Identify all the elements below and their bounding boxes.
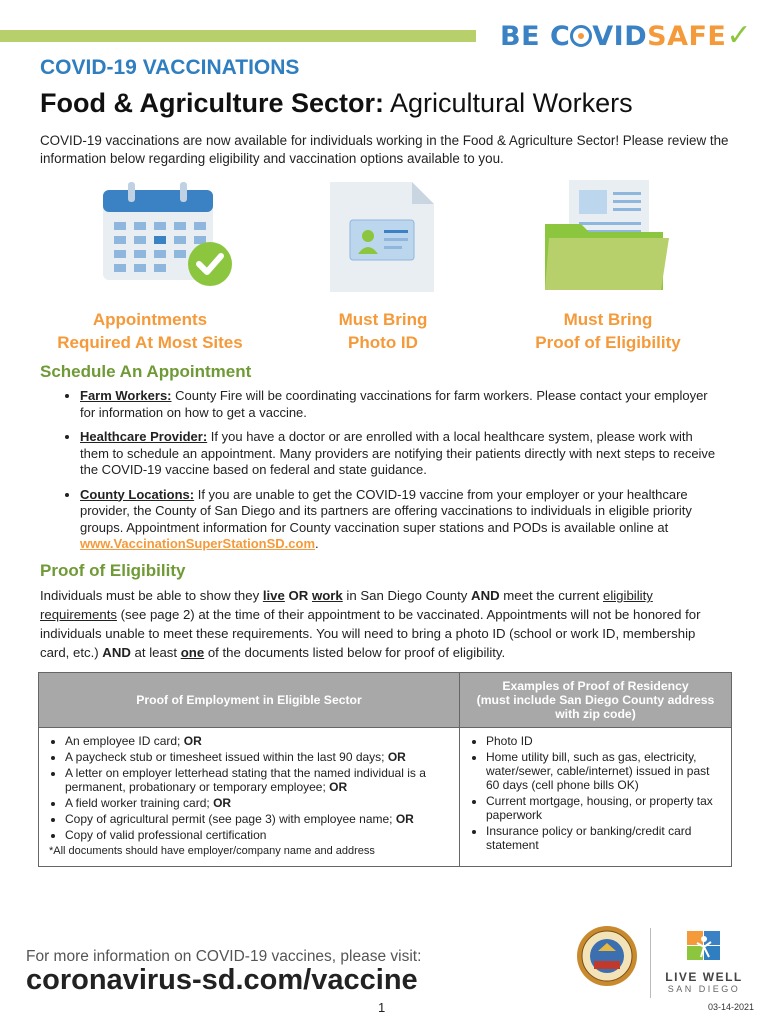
list-item: • Photo ID xyxy=(486,734,725,748)
revision-date: 03-14-2021 xyxy=(707,1002,754,1012)
icon-caption-proof: Must Bring Proof of Eligibility xyxy=(535,310,681,352)
more-info-text: For more information on COVID-19 vaccines, please visit: xyxy=(26,948,422,965)
calendar-check-icon xyxy=(100,180,235,288)
list-item: • A paycheck stub or timesheet issued within the last 90 days; OR xyxy=(65,750,453,764)
list-item: • An employee ID card; OR xyxy=(65,734,453,748)
documents-note: *All documents should have employer/company name and address xyxy=(49,845,375,857)
list-item: • Home utility bill, such as gas, electricity, water/sewer, cable/internet) issued in past 60 days (cell phone bills OK) xyxy=(486,750,725,792)
page-number: 1 xyxy=(378,1000,386,1015)
list-item: • A field worker training card; OR xyxy=(65,796,453,810)
county-seal-icon xyxy=(576,925,638,987)
top-accent-bar xyxy=(0,30,476,42)
intro-text: COVID-19 vaccinations are now available for individuals working in the Food & Agriculture Sector! Please review the information below regarding eligibility and vaccination options available to you. xyxy=(40,133,729,166)
icon-caption-appointments: Appointments Required At Most Sites xyxy=(57,310,243,352)
list-item: • Current mortgage, housing, or property tax paperwork xyxy=(486,794,725,822)
live-well-logo: LIVE WELL SAN DIEGO xyxy=(664,931,744,994)
schedule-heading: Schedule An Appointment xyxy=(40,362,252,381)
residency-cell xyxy=(460,728,732,867)
page-title: Food & Agriculture Sector: Agricultural Workers xyxy=(40,88,633,118)
list-item: • County Locations: If you are unable to get the COVID-19 vaccine from your employer or your healthcare provider, the County of San Diego and its partners are offering vaccinations to individuals in eligible priority groups. Appointment information for County vaccination super stations and PODs is available online at www.VaccinationSuperStationSD.com. xyxy=(80,487,720,553)
virus-o-icon xyxy=(570,25,592,47)
list-item: • Healthcare Provider: If you have a doctor or are enrolled with a local healthcare system, please work with them to schedule an appointment. Many providers are notifying their patients directly with next steps to receive the COVID-19 vaccine based on federal and state guidance. xyxy=(80,429,720,479)
vaccination-superstation-link[interactable]: www.VaccinationSuperStationSD.com xyxy=(80,536,316,551)
folder-document-icon xyxy=(545,180,670,292)
list-item: • Copy of agricultural permit (see page 3) with employee name; OR xyxy=(65,812,453,826)
checkmark-icon: ✓ xyxy=(726,18,752,53)
footer-divider xyxy=(650,928,651,998)
schedule-list xyxy=(62,388,720,561)
eligibility-requirements-link[interactable]: eligibility requirements xyxy=(40,588,653,622)
list-item: • Copy of valid professional certification xyxy=(65,828,453,842)
proof-paragraph: Individuals must be able to show they live OR work in San Diego County AND meet the current eligibility requirements (see page 2) at the time of their appointment to be vaccinated. Appointments will not be honored for individuals unable to meet these requirements. You will need to bring a photo ID (school or work ID, membership card, etc.) AND at least one of the documents listed below for proof of eligibility. xyxy=(40,588,701,660)
list-item: • Farm Workers: County Fire will be coordinating vaccinations for farm workers. Please contact your employer for information on how to get a vaccine. xyxy=(80,388,720,421)
id-card-icon xyxy=(330,182,436,294)
eyebrow-heading: COVID-19 VACCINATIONS xyxy=(40,56,300,79)
proof-heading: Proof of Eligibility xyxy=(40,561,186,580)
employment-column-header: Proof of Employment in Eligible Sector xyxy=(39,673,460,728)
icon-caption-photo-id: Must Bring Photo ID xyxy=(338,310,428,352)
live-well-figure-icon xyxy=(687,931,721,961)
employment-cell xyxy=(39,728,460,867)
list-item: • Insurance policy or banking/credit card statement xyxy=(486,824,725,852)
be-covidsafe-logo: BE C VIDSAFE✓ xyxy=(500,18,752,53)
vaccine-url-link[interactable]: coronavirus-sd.com/vaccine xyxy=(26,964,418,996)
documents-table xyxy=(38,672,732,867)
residency-column-header: Examples of Proof of Residency (must include San Diego County address with zip code) xyxy=(460,673,732,728)
list-item: • A letter on employer letterhead stating that the named individual is a permanent, probationary or temporary employee; OR xyxy=(65,766,453,794)
